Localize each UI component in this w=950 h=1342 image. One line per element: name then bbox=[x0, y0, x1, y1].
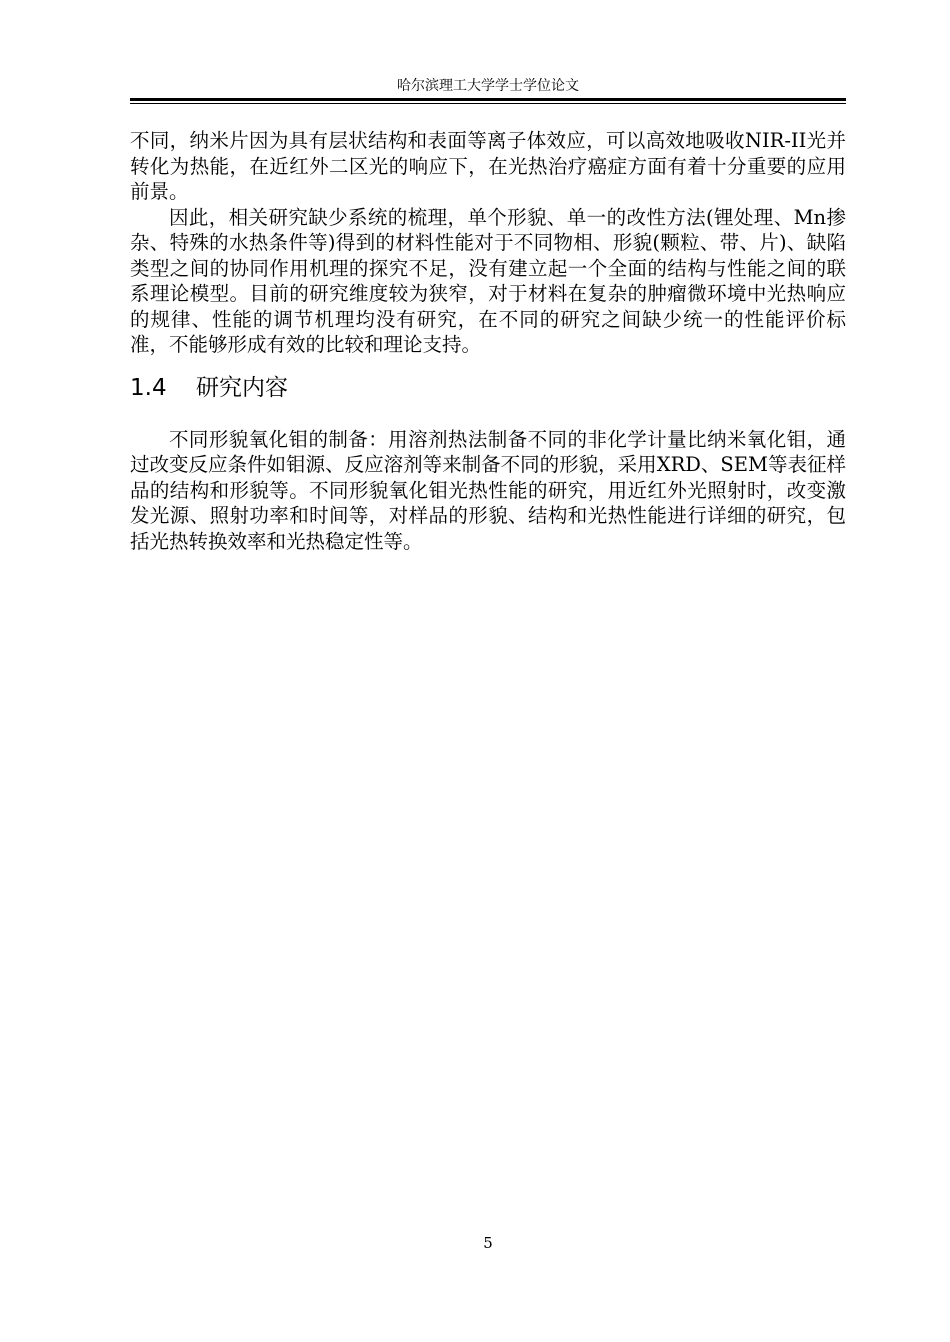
paragraph-continuation: 不同，纳米片因为具有层状结构和表面等离子体效应，可以高效地吸收NIR-II光并转化为热能，在近红外二区光的响应下，在光热治疗癌症方面有着十分重要的应用前景。 bbox=[130, 129, 846, 203]
section-heading bbox=[130, 372, 846, 404]
page-number: 5 bbox=[483, 1234, 493, 1252]
header-rule bbox=[130, 98, 846, 101]
section-number: 1.4 bbox=[130, 374, 167, 401]
paragraph-research-content: 不同形貌氧化钼的制备：用溶剂热法制备不同的非化学计量比纳米氧化钼，通过改变反应条件如钼源、反应溶剂等来制备不同的形貌，采用XRD、SEM等表征样品的结构和形貌等。不同形貌氧化钼光热性能的研究，用近红外光照射时，改变激发光源、照射功率和时间等，对样品的形貌、结构和光热性能进行详细的研究，包括光热转换效率和光热稳定性等。 bbox=[130, 427, 846, 553]
header-rule-thin bbox=[130, 103, 846, 104]
page-header-title: 哈尔滨理工大学学士学位论文 bbox=[397, 78, 579, 94]
section-title: 研究内容 bbox=[196, 374, 288, 401]
paragraph-research-gap: 因此，相关研究缺少系统的梳理，单个形貌、单一的改性方法(锂处理、Mn掺杂、特殊的水热条件等)得到的材料性能对于不同物相、形貌(颗粒、带、片)、缺陷类型之间的协同作用机理的探究不足，没有建立起一个全面的结构与性能之间的联系理论模型。目前的研究维度较为狭窄，对于材料在复杂的肿瘤微环境中光热响应的规律、性能的调节机理均没有研究，在不同的研究之间缺少统一的性能评价标准，不能够形成有效的比较和理论支持。 bbox=[130, 205, 846, 356]
page-body bbox=[130, 128, 846, 554]
